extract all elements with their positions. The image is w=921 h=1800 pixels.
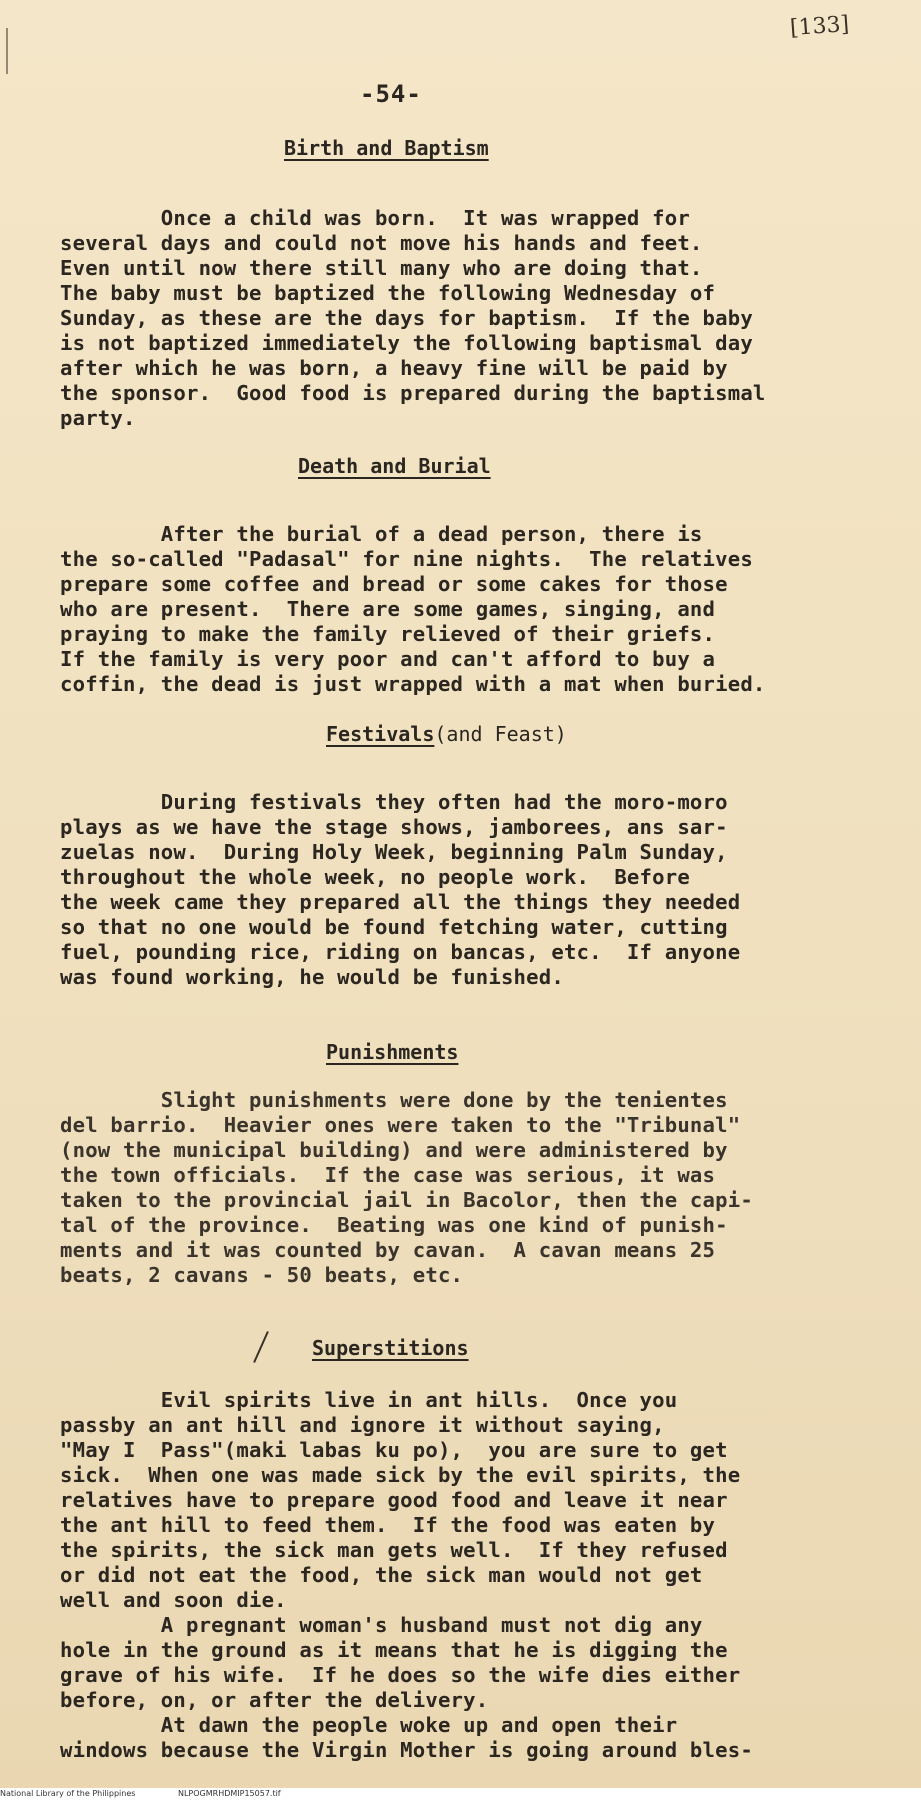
punishments-paragraph: Slight punishments were done by the tenientes del barrio. Heavier ones were taken to the "Tribunal" (now the municipal building) and were administered by the town officials. If the case was serious, it was taken to the provincial jail in Bacolor, then the capi- tal of the province. Beating was one kind of punish- ments and it was counted by cavan. A cavan means 25 beats, 2 cavans - 50 beats, etc.	[60, 1088, 753, 1287]
heading-festivals	[326, 722, 567, 746]
festivals-paragraph: During festivals they often had the moro-moro plays as we have the stage shows, jamborees, ans sar- zuelas now. During Holy Week, beginning Palm Sunday, throughout the whole week, no people work. Before the week came they prepared all the things they needed so that no one would be found fetching water, cutting fuel, pounding rice, riding on bancas, etc. If anyone was found working, he would be funished.	[60, 790, 741, 989]
festivals-heading-suffix: (and Feast)	[434, 722, 567, 746]
birth-and-baptism-paragraph: Once a child was born. It was wrapped for several days and could not move his hands and feet. Even until now there still many who are doing that. The baby must be baptized the following Wednesday of Sunday, as these are the days for baptism. If the baby is not baptized immediately the following baptismal day after which he was born, a heavy fine will be paid by the sponsor. Good food is prepared during the baptismal party.	[60, 206, 766, 430]
heading-death-and-burial: Death and Burial	[298, 454, 491, 478]
edge-mark	[6, 28, 8, 74]
footer-file-id: NLPOGMRHDMIP15057.tif	[177, 1789, 281, 1798]
reference-number: [133]	[789, 11, 850, 42]
festivals-heading-text: Festivals	[326, 722, 435, 746]
heading-superstitions: Superstitions	[312, 1336, 469, 1360]
footer-institution: National Library of the Philippines	[0, 1789, 136, 1798]
heading-punishments: Punishments	[326, 1040, 459, 1064]
heading-birth-and-baptism: Birth and Baptism	[284, 136, 489, 160]
death-and-burial-paragraph: After the burial of a dead person, there is the so-called "Padasal" for nine nights. The relatives prepare some coffee and bread or some cakes for those who are present. There are some games, singing, and praying to make the family relieved of their griefs. If the family is very poor and can't afford to buy a coffin, the dead is just wrapped with a mat when buried.	[60, 522, 766, 696]
superstitions-paragraph: Evil spirits live in ant hills. Once you passby an ant hill and ignore it without saying, "May I Pass"(maki labas ku po), you are sure to get sick. When one was made sick by the evil spirits, the relatives have to prepare good food and leave it near the ant hill to feed them. If the food was eaten by the spirits, the sick man gets well. If they refused or did not eat the food, the sick man would not get well and soon die. A pregnant woman's husband must not dig any hole in the ground as it means that he is digging the grave of his wife. If he does so the wife dies either before, on, or after the delivery. At dawn the people woke up and open their windows because the Virgin Mother is going around bles-	[60, 1388, 753, 1762]
page-number: -54-	[360, 80, 422, 108]
footer-bar	[0, 1788, 921, 1800]
pen-mark	[253, 1331, 269, 1363]
